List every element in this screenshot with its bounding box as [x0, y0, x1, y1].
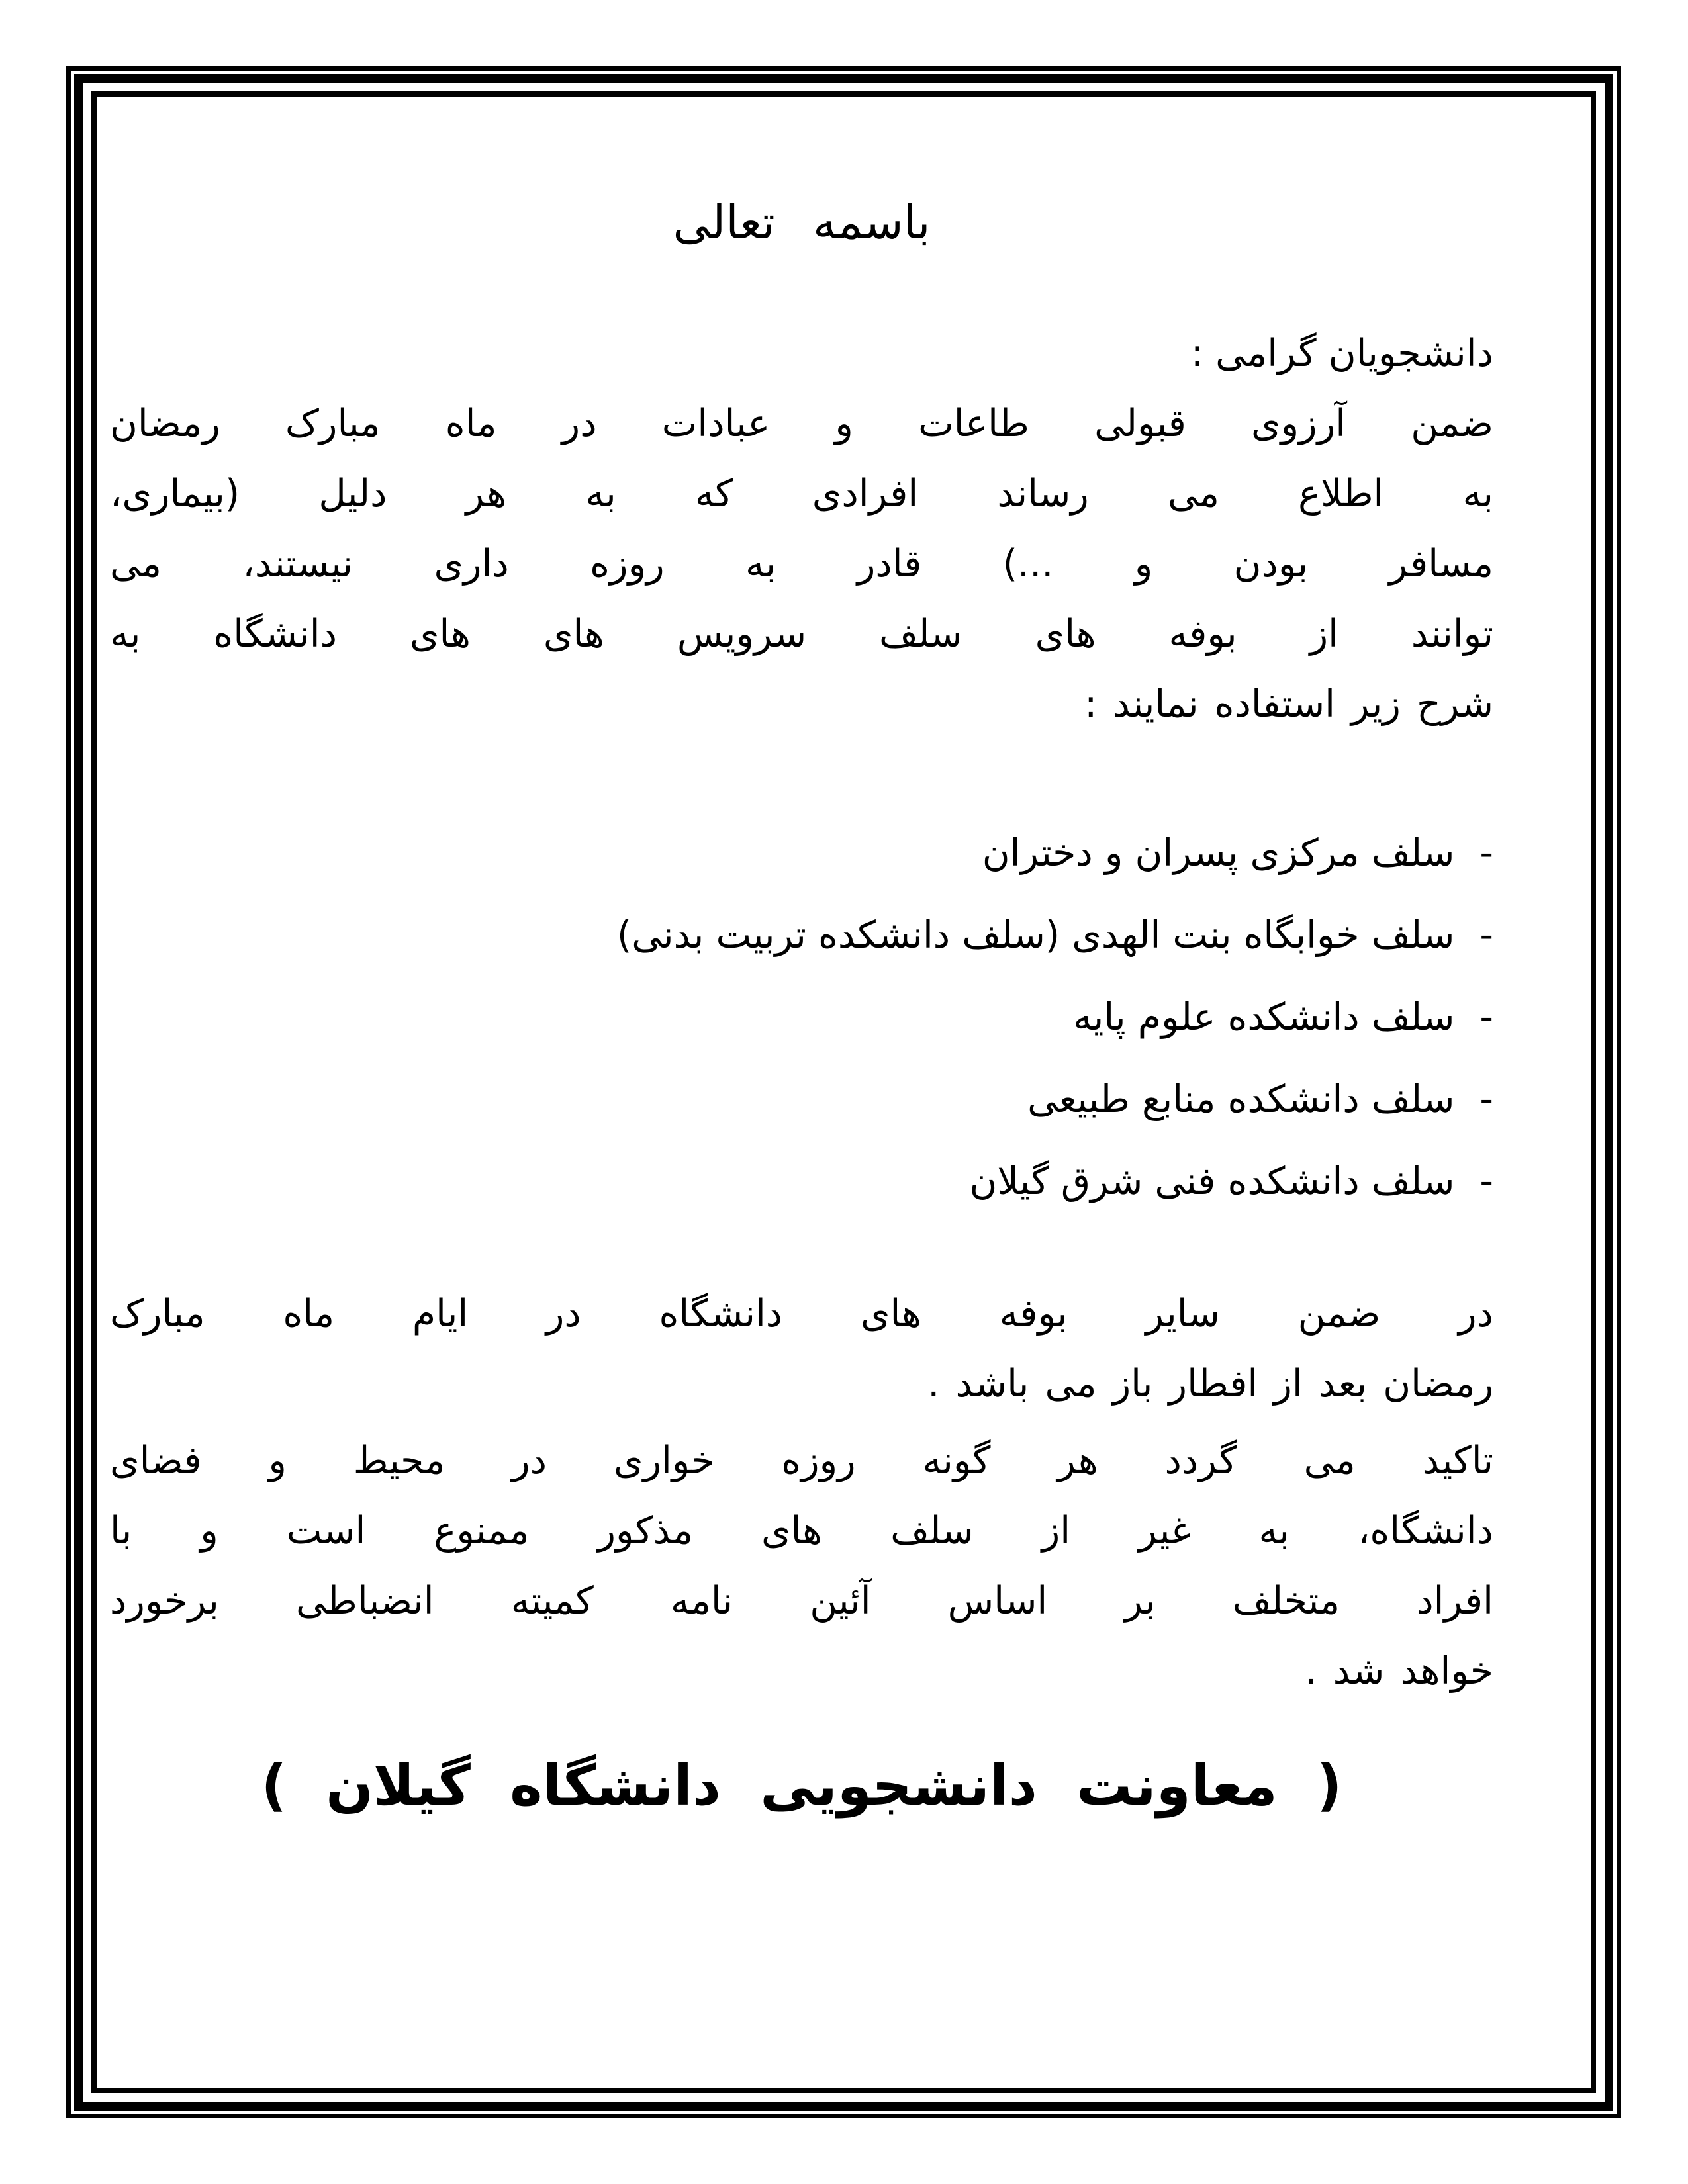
paragraph-intro-line-2: به اطلاع می رساند افرادی که به هر دلیل (بیماری، [110, 472, 1493, 516]
paragraph-warning-line-1: تاکید می گردد هر گونه روزه خواری در محیط و فضای [110, 1439, 1493, 1482]
signature-line: ( معاونت دانشجویی دانشگاه گیلان ) [261, 1753, 1342, 1818]
dash-bullet-icon: - [1479, 995, 1493, 1039]
paragraph-warning-line-2: دانشگاه، به غیر از سلف های مذکور ممنوع است و با [110, 1509, 1493, 1553]
salutation-line: دانشجویان گرامی : [1190, 332, 1493, 375]
dash-bullet-icon: - [1479, 1160, 1493, 1203]
paragraph-other-buffets-line-1: در ضمن سایر بوفه های دانشگاه در ایام ماه مبارک [110, 1292, 1493, 1336]
paragraph-warning-line-3: افراد متخلف بر اساس آئین نامه کمیته انضباطی برخورد [110, 1579, 1493, 1623]
list-item [110, 976, 1493, 1058]
list-item-label: سلف دانشکده علوم پایه [1072, 995, 1455, 1039]
paragraph-intro-line-3: مسافر بودن و ...) قادر به روزه داری نیستند، می [110, 542, 1493, 586]
page-border-inner [91, 91, 1596, 2093]
cafeteria-list [110, 812, 1493, 1222]
list-item-label: سلف دانشکده فنی شرق گیلان [969, 1160, 1455, 1203]
paragraph-intro-line-5: شرح زیر استفاده نمایند : [1084, 682, 1493, 726]
dash-bullet-icon: - [1479, 1077, 1493, 1121]
paragraph-warning [110, 1426, 1493, 1706]
list-item [110, 812, 1493, 894]
paragraph-other-buffets-line-2: رمضان بعد از افطار باز می باشد . [927, 1362, 1493, 1406]
page-border-outer [66, 66, 1621, 2118]
paragraph-intro-line-4: توانند از بوفه های سلف سرویس های های دانشگاه به [110, 612, 1493, 656]
dash-bullet-icon: - [1479, 913, 1493, 957]
list-item [110, 1058, 1493, 1140]
paragraph-other-buffets [110, 1279, 1493, 1419]
paragraph-intro-line-1: ضمن آرزوی قبولی طاعات و عبادات در ماه مبارک رمضان [110, 402, 1493, 445]
list-item-label: سلف خوابگاه بنت الهدی (سلف دانشکده تربیت بدنی) [617, 913, 1455, 957]
document-content [97, 97, 1591, 2088]
document-header-basmala: باسمه تعالی [673, 195, 931, 250]
list-item [110, 894, 1493, 976]
list-item-label: سلف مرکزی پسران و دختران [982, 831, 1455, 875]
paragraph-intro [110, 388, 1493, 739]
list-item-label: سلف دانشکده منابع طبیعی [1027, 1077, 1455, 1121]
paragraph-warning-line-4: خواهد شد . [1305, 1649, 1493, 1693]
list-item [110, 1140, 1493, 1222]
dash-bullet-icon: - [1479, 831, 1493, 875]
page-border-middle [74, 74, 1613, 2111]
